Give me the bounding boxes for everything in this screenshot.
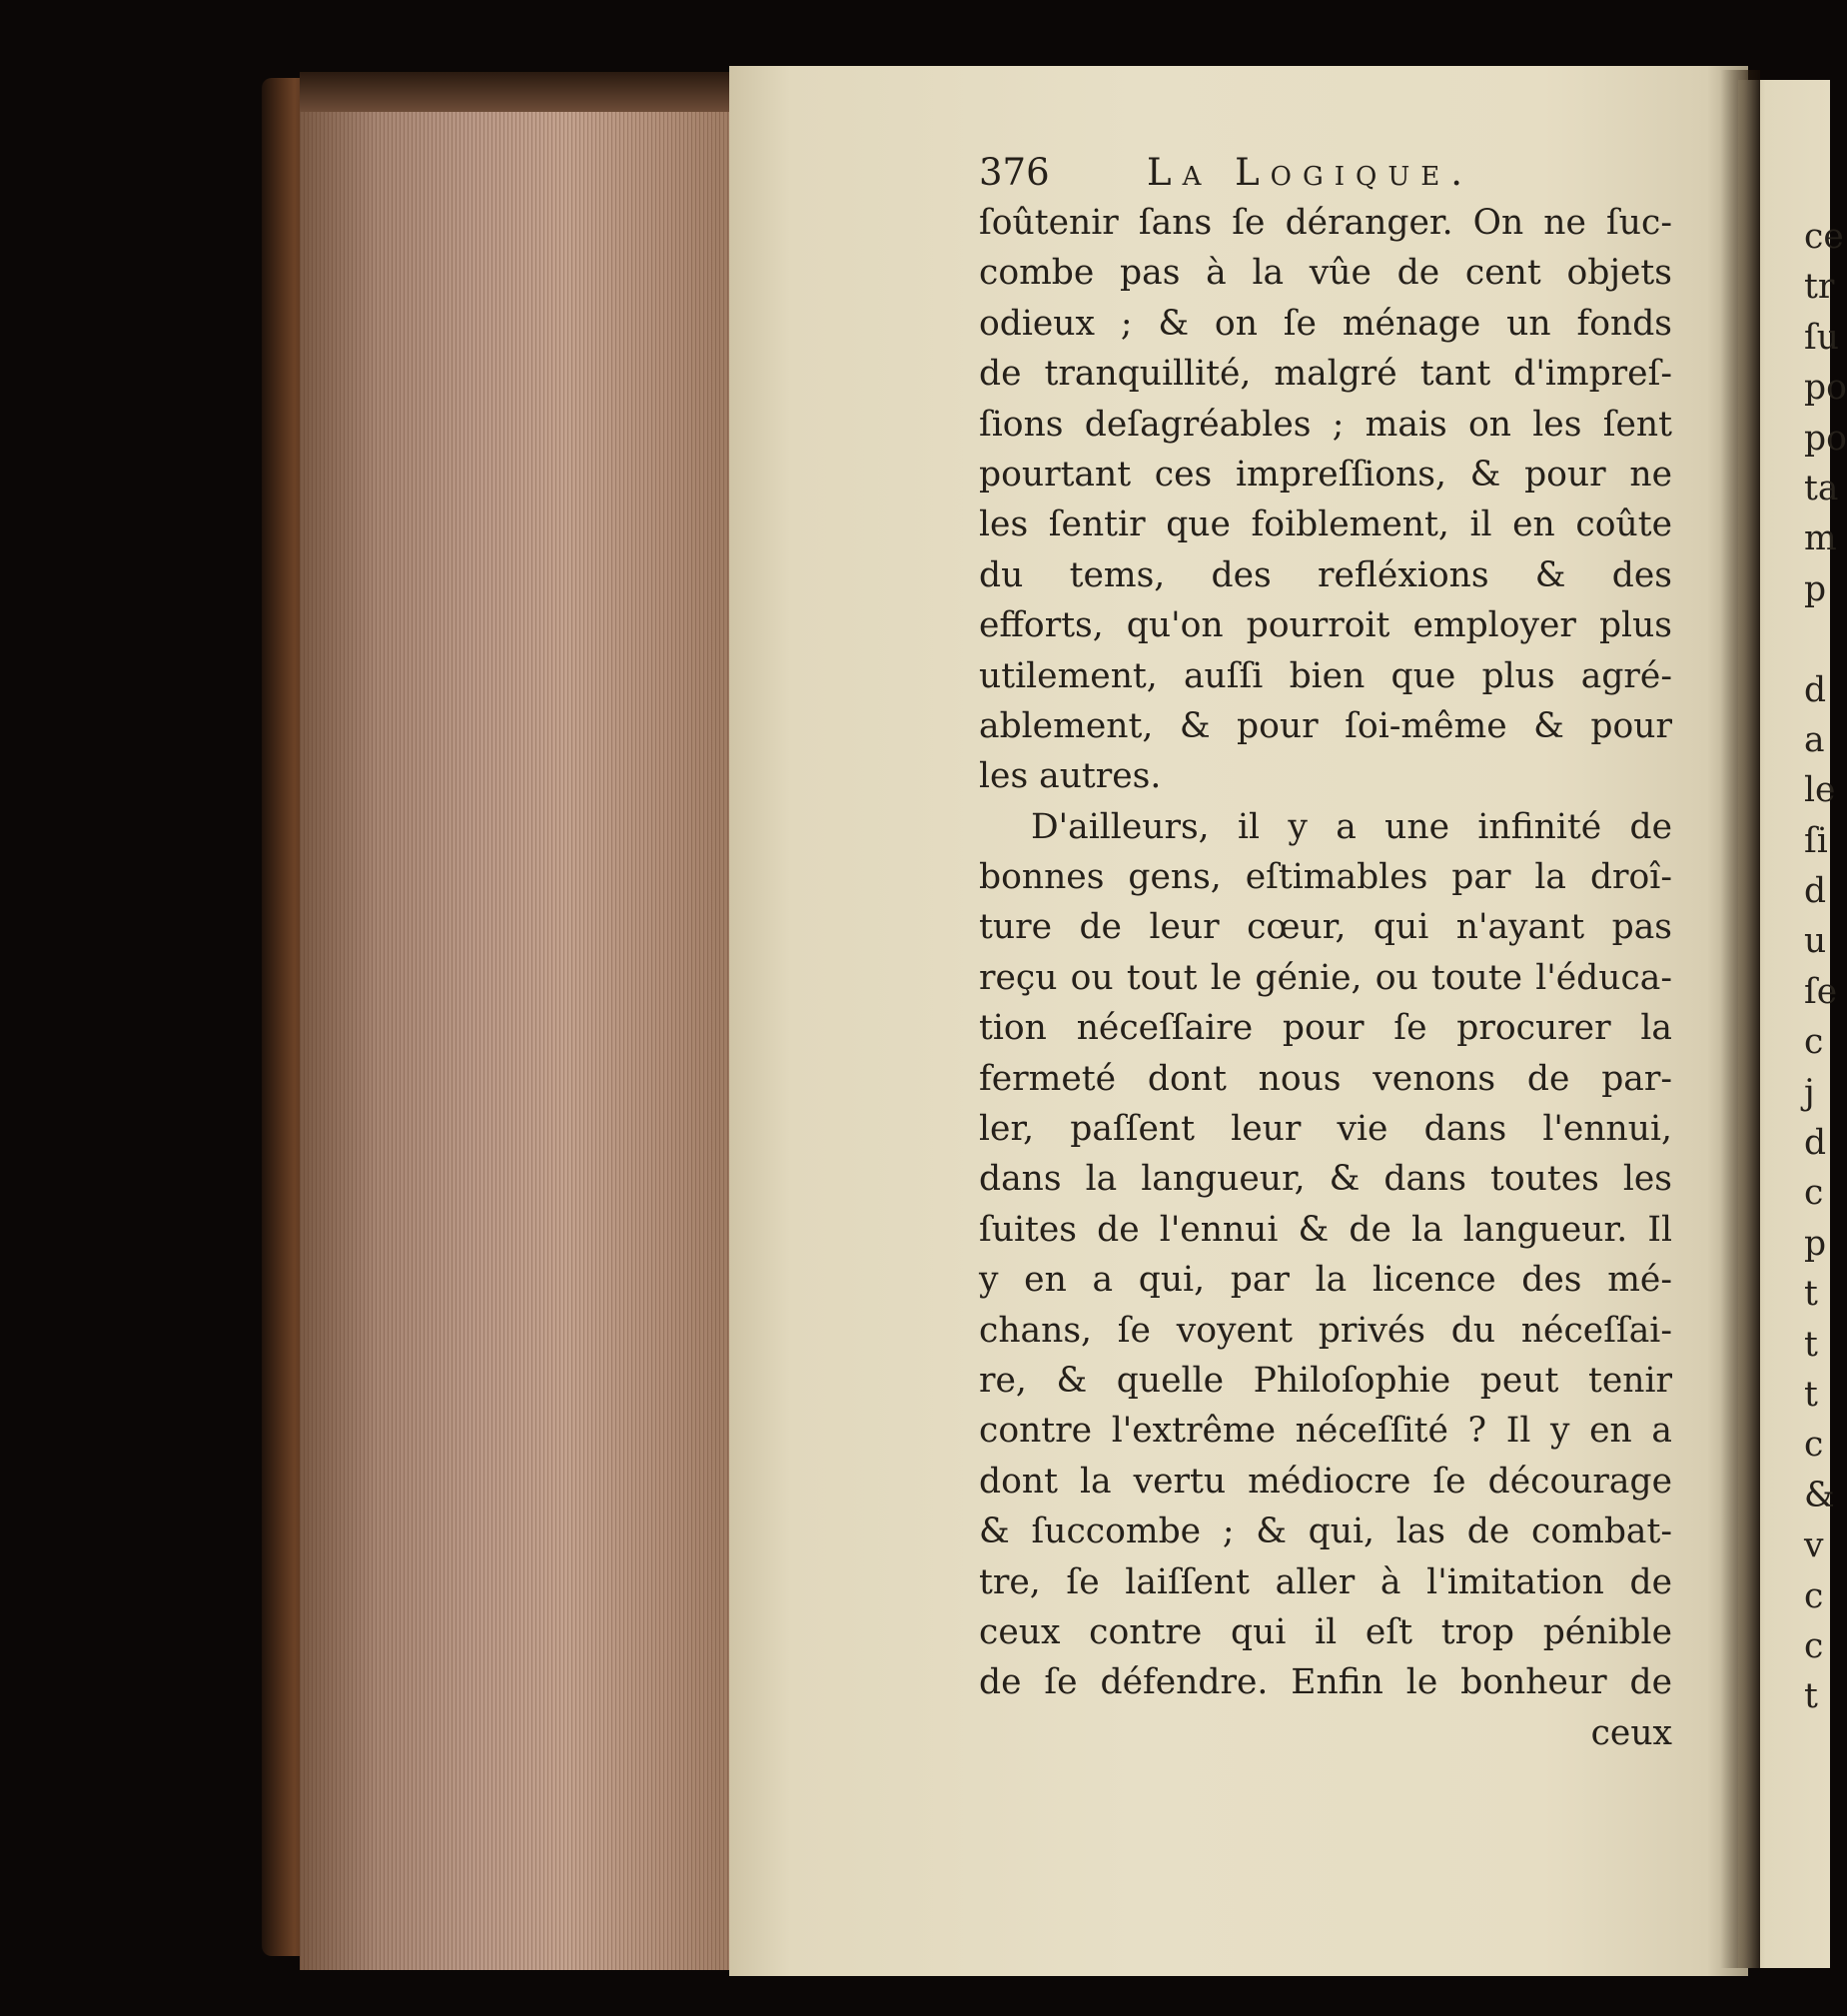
text-line: du tems, des refléxions & des <box>979 554 1672 595</box>
facing-fragment: po <box>1804 418 1847 459</box>
facing-fragment: & <box>1804 1475 1835 1515</box>
text-line: ablement, & pour ſoi-même & pour <box>979 705 1672 746</box>
facing-fragment: v <box>1804 1525 1824 1566</box>
facing-fragment: ſu <box>1804 317 1839 358</box>
facing-fragment: p <box>1804 568 1827 609</box>
facing-fragment: c <box>1804 1625 1824 1666</box>
facing-fragment: p <box>1804 1223 1827 1264</box>
page-number: 376 <box>979 151 1050 194</box>
text-line: D'ailleurs, il y a une infinité de <box>1031 806 1672 847</box>
page-edges-top <box>300 72 731 112</box>
facing-fragment: d <box>1804 669 1827 710</box>
facing-fragment: ſi <box>1804 820 1828 861</box>
running-title: La Logique. <box>1147 151 1474 194</box>
facing-fragment: tr <box>1804 267 1835 308</box>
facing-fragment: d <box>1804 871 1827 912</box>
facing-fragment: d <box>1804 1123 1827 1164</box>
text-line: tre, ſe laiſſent aller à l'imitation de <box>979 1561 1672 1602</box>
facing-fragment: ſe <box>1804 971 1838 1012</box>
facing-fragment: ta <box>1804 468 1839 508</box>
text-line: & ſuccombe ; & qui, las de combat- <box>979 1512 1672 1552</box>
text-line: ſuites de l'ennui & de la langueur. Il <box>979 1209 1672 1250</box>
facing-fragment: le <box>1804 770 1836 811</box>
page-text <box>979 148 1672 1758</box>
text-line: ſions deſagréables ; mais on les ſent <box>979 404 1672 445</box>
paragraph-2 <box>979 802 1672 1708</box>
facing-fragment: c <box>1804 1575 1824 1616</box>
text-line: ceux contre qui il eſt trop pénible <box>979 1611 1672 1652</box>
text-line: dans la langueur, & dans toutes les <box>979 1159 1672 1200</box>
page-edges <box>300 72 731 1970</box>
catchword: ceux <box>1590 1712 1672 1753</box>
facing-page-text <box>1804 212 1847 1722</box>
text-line: les ſentir que foiblement, il en coûte <box>979 504 1672 545</box>
text-line: de tranquillité, malgré tant d'impreſ- <box>979 354 1672 395</box>
text-line: ture de leur cœur, qui n'ayant pas <box>979 907 1672 948</box>
facing-fragment: po <box>1804 368 1847 409</box>
text-line: bonnes gens, eſtimables par la droî- <box>979 857 1672 898</box>
text-line: reçu ou tout le génie, ou toute l'éduca- <box>979 957 1672 998</box>
facing-fragment: t <box>1804 1676 1818 1717</box>
facing-fragment: m <box>1804 518 1837 559</box>
text-line: fermeté dont nous venons de par- <box>979 1058 1672 1099</box>
facing-fragment: c <box>1804 1173 1824 1214</box>
text-line: efforts, qu'on pourroit employer plus <box>979 605 1672 646</box>
facing-fragment: t <box>1804 1274 1818 1315</box>
text-line: dont la vertu médiocre ſe décourage <box>979 1461 1672 1502</box>
facing-fragment: t <box>1804 1324 1818 1365</box>
gutter-shadow <box>1720 70 1760 1968</box>
text-line: pourtant ces impreſſions, & pour ne <box>979 454 1672 495</box>
facing-fragment: c <box>1804 1022 1824 1063</box>
facing-fragment: j <box>1804 1072 1815 1113</box>
text-line: contre l'extrême néceſſité ? Il y en a <box>979 1411 1672 1452</box>
text-line: tion néceſſaire pour ſe procurer la <box>979 1008 1672 1049</box>
facing-fragment: t <box>1804 1374 1818 1415</box>
text-line: odieux ; & on ſe ménage un fonds <box>979 303 1672 344</box>
paragraph-1 <box>979 198 1672 802</box>
text-line: chans, ſe voyent privés du néceſſai- <box>979 1310 1672 1351</box>
text-line: les autres. <box>979 756 1162 797</box>
text-line: y en a qui, par la licence des mé- <box>979 1260 1672 1301</box>
facing-fragment: ce <box>1804 217 1844 257</box>
text-line: ſoûtenir ſans ſe déranger. On ne ſuc- <box>979 203 1672 243</box>
text-line: combe pas à la vûe de cent objets <box>979 253 1672 294</box>
text-line: ler, paſſent leur vie dans l'ennui, <box>979 1109 1672 1150</box>
text-line: utilement, auſſi bien que plus agré- <box>979 655 1672 696</box>
facing-gap <box>1804 614 1844 664</box>
text-line: de ſe défendre. Enfin le bonheur de <box>979 1662 1672 1703</box>
text-line: re, & quelle Philoſophie peut tenir <box>979 1360 1672 1401</box>
facing-fragment: u <box>1804 921 1827 962</box>
facing-fragment: a <box>1804 719 1825 760</box>
facing-fragment: c <box>1804 1425 1824 1466</box>
page-header <box>979 148 1672 198</box>
